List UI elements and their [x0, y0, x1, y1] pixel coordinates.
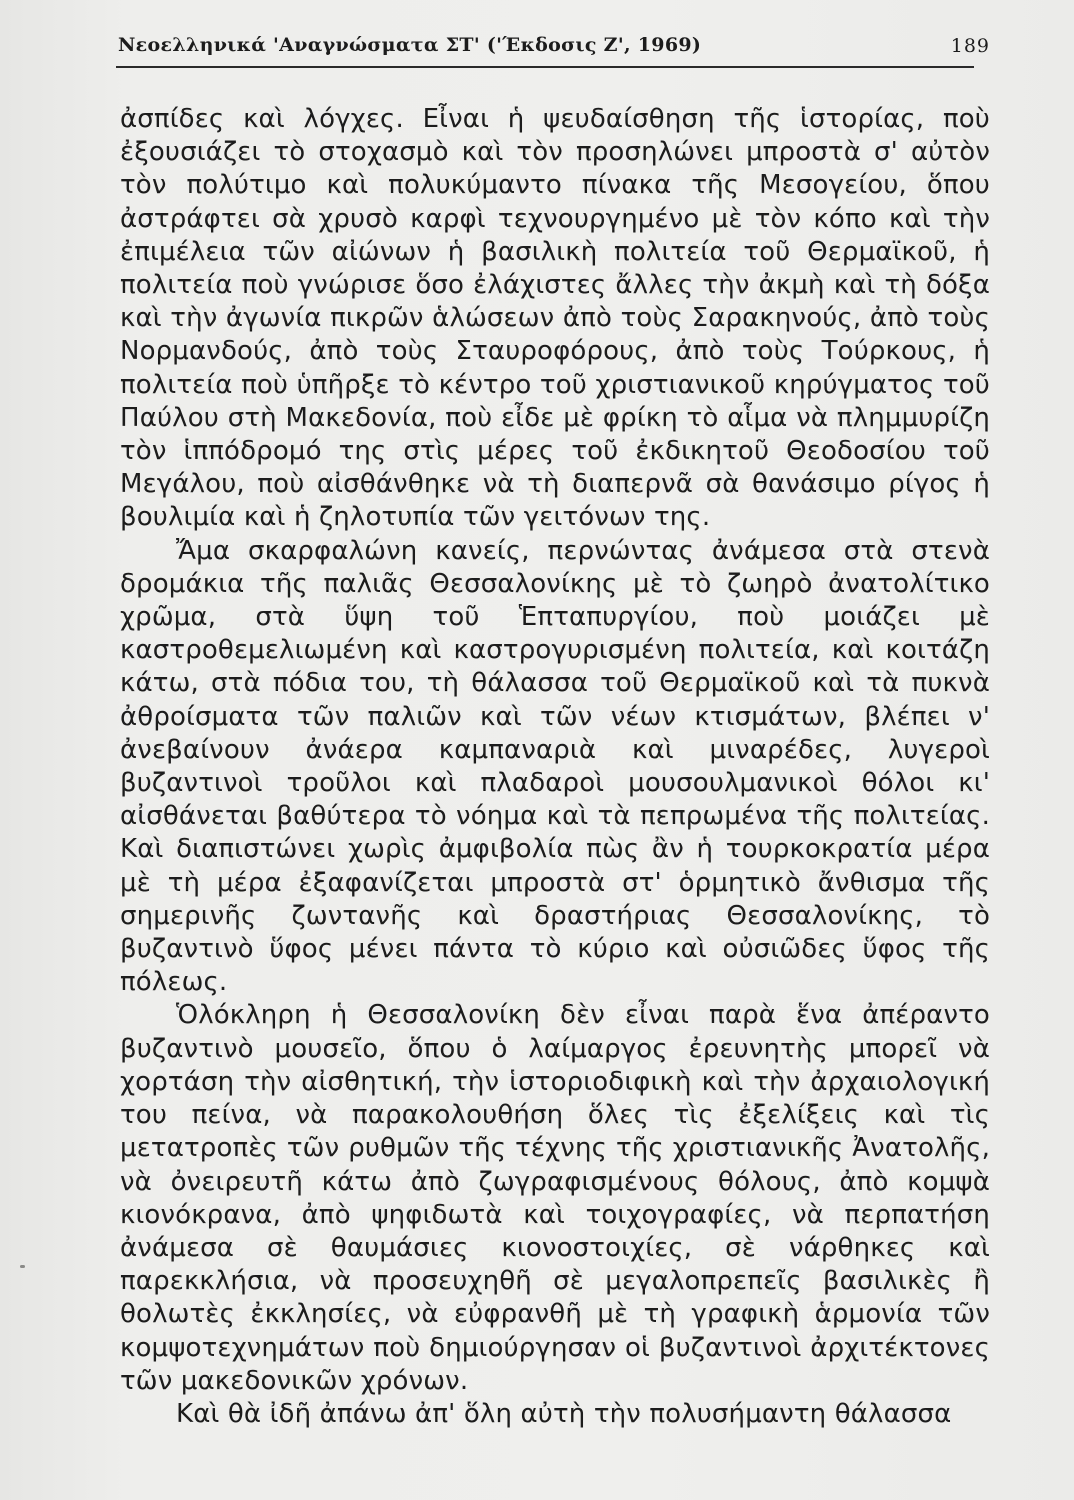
paragraph: ἀσπίδες καὶ λόγχες. Εἶναι ἡ ψευδαίσθηση τῆς ἱστορίας, ποὺ ἐξουσιάζει τὸ στοχασμὸ καὶ τὸν προσηλώνει μπροστὰ σ' αὐτὸν τὸν πολύτιμο καὶ πολυκύμαντο πίνακα τῆς Μεσογείου, ὅπου ἀστράφτει σὰ χρυσὸ καρφὶ τεχνουργημένο μὲ τὸν κόπο καὶ τὴν ἐπιμέλεια τῶν αἰώνων ἡ βασιλικὴ πολιτεία τοῦ Θερμαϊκοῦ, ἡ πολιτεία ποὺ γνώρισε ὅσο ἐλάχιστες ἄλλες τὴν ἀκμὴ καὶ τὴ δόξα καὶ τὴν ἀγωνία πικρῶν ἁλώσεων ἀπὸ τοὺς Σαρακηνούς, ἀπὸ τοὺς Νορμανδούς, ἀπὸ τοὺς Σταυροφόρους, ἀπὸ τοὺς Τούρκους, ἡ πολιτεία ποὺ ὑπῆρξε τὸ κέντρο τοῦ χριστιανικοῦ κηρύγματος τοῦ Παύλου στὴ Μακεδονία, ποὺ εἶδε μὲ φρίκη τὸ αἷμα νὰ πλημμυρίζη τὸν ἱππόδρομό της στὶς μέρες τοῦ ἐκδικητοῦ Θεοδοσίου τοῦ Μεγάλου, ποὺ αἰσθάνθηκε νὰ τὴ διαπερνᾶ σὰ θανάσιμο ρίγος ἡ βουλιμία καὶ ἡ ζηλοτυπία τῶν γειτόνων της.	[120, 104, 990, 533]
scan-speck	[20, 1265, 25, 1268]
paragraph: Ἄμα σκαρφαλώνη κανείς, περνώντας ἀνάμεσα στὰ στενὰ δρομάκια τῆς παλιᾶς Θεσσαλονίκης μὲ τὸ ζωηρὸ ἀνατολίτικο χρῶμα, στὰ ὕψη τοῦ Ἑπταπυργίου, ποὺ μοιάζει μὲ καστροθεμελιωμένη καὶ καστρογυρισμένη πολιτεία, καὶ κοιτάζη κάτω, στὰ πόδια του, τὴ θάλασσα τοῦ Θερμαϊκοῦ καὶ τὰ πυκνὰ ἀθροίσματα τῶν παλιῶν καὶ τῶν νέων κτισμάτων, βλέπει ν' ἀνεβαίνουν ἀνάερα καμπαναριὰ καὶ μιναρέδες, λυγεροὶ βυζαντινοὶ τροῦλοι καὶ πλαδαροὶ μουσουλμανικοὶ θόλοι κι' αἰσθάνεται βαθύτερα τὸ νόημα καὶ τὰ πεπρωμένα τῆς πολιτείας. Καὶ διαπιστώνει χωρὶς ἀμφιβολία πὼς ἂν ἡ τουρκοκρατία μέρα μὲ τὴ μέρα ἐξαφανίζεται μπροστὰ στ' ὁρμητικὸ ἄνθισμα τῆς σημερινῆς ζωντανῆς καὶ δραστήριας Θεσσαλονίκης, τὸ βυζαντινὸ ὕφος μένει πάντα τὸ κύριο καὶ οὐσιῶδες ὕφος τῆς πόλεως.	[120, 535, 990, 998]
paragraph: Ὁλόκληρη ἡ Θεσσαλονίκη δὲν εἶναι παρὰ ἕνα ἀπέραντο βυζαντινὸ μουσεῖο, ὅπου ὁ λαίμαργος ἐρευνητὴς μπορεῖ νὰ χορτάση τὴν αἰσθητική, τὴν ἱστοριοδιφικὴ καὶ τὴν ἀρχαιολογική του πείνα, νὰ παρακολουθήση ὅλες τὶς ἐξελίξεις καὶ τὶς μετατροπὲς τῶν ρυθμῶν τῆς τέχνης τῆς χριστιανικῆς Ἀνατολῆς, νὰ ὀνειρευτῆ κάτω ἀπὸ ζωγραφισμένους θόλους, ἀπὸ κομψὰ κιονόκρανα, ἀπὸ ψηφιδωτὰ καὶ τοιχογραφίες, νὰ περπατήση ἀνάμεσα σὲ θαυμάσιες κιονοστοιχίες, σὲ νάρθηκες καὶ παρεκκλήσια, νὰ προσευχηθῆ σὲ μεγαλοπρεπεῖς βασιλικὲς ἢ θολωτὲς ἐκκλησίες, νὰ εὐφρανθῆ μὲ τὴ γραφικὴ ἁρμονία τῶν κομψοτεχνημάτων ποὺ δημιούργησαν οἱ βυζαντινοὶ ἀρχιτέκτονες τῶν μακεδονικῶν χρόνων.	[120, 1000, 990, 1396]
running-head: Νεοελληνικά 'Αναγνώσματα ΣΤ' ('Έκδοσις Ζ', 1969)	[118, 34, 702, 56]
body-text	[120, 103, 990, 1431]
paragraph: Καὶ θὰ ἰδῆ ἀπάνω ἀπ' ὅλη αὐτὴ τὴν πολυσήμαντη θάλασσα	[176, 1398, 952, 1429]
header-rule	[116, 66, 974, 68]
page-header	[118, 32, 990, 64]
page-number: 189	[950, 35, 990, 57]
